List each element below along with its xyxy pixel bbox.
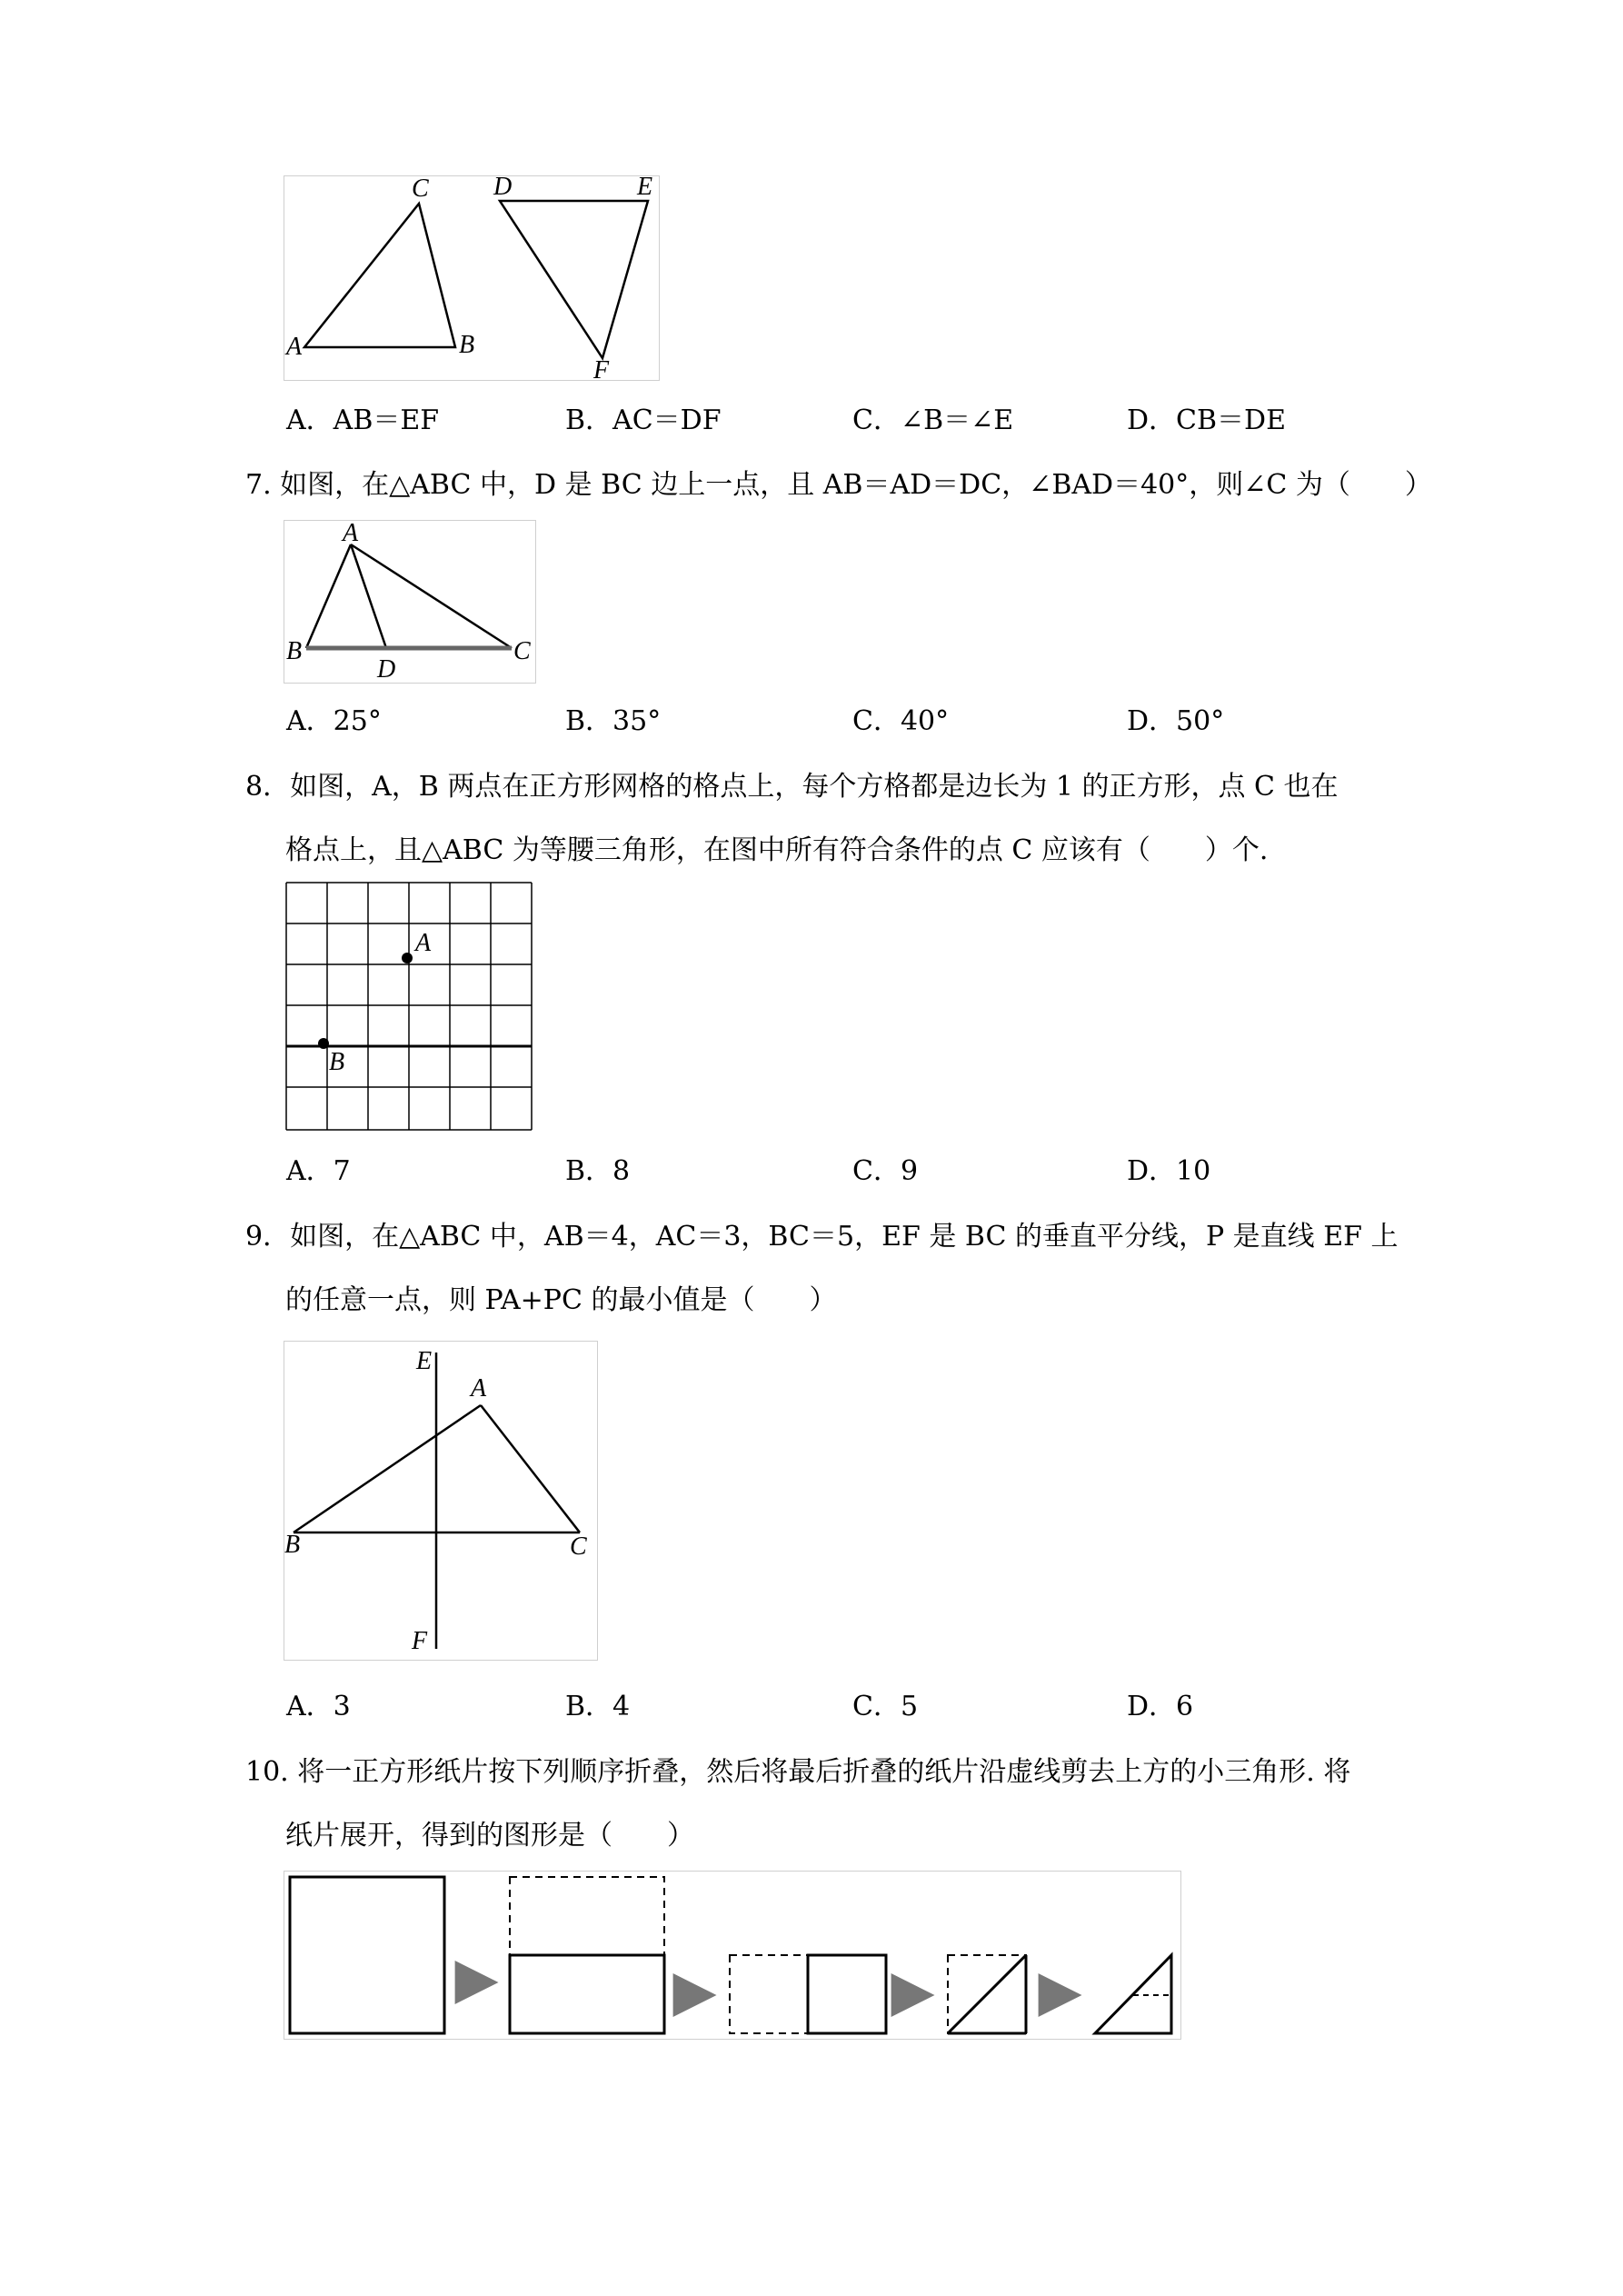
q8-option-c: C．9 — [852, 1155, 919, 1187]
q6-label-b: B — [459, 331, 475, 359]
q8-option-b: B．8 — [565, 1155, 631, 1187]
q10-folding-figure — [284, 1871, 1181, 2040]
q10-stem-line2: 纸片展开，得到的图形是（ ） — [285, 1820, 694, 1852]
q7-stem: 7. 如图，在△ABC 中，D 是 BC 边上一点，且 AB＝AD＝DC，∠BAD＝40°，则∠C 为（ ） — [245, 469, 1432, 501]
q9-label-f: F — [412, 1627, 428, 1655]
q7-option-b: B．35° — [565, 705, 662, 737]
q7-label-d: D — [377, 655, 396, 683]
q9-option-c: C．5 — [852, 1691, 919, 1722]
q9-label-c: C — [570, 1532, 587, 1561]
q8-label-b: B — [329, 1048, 345, 1076]
q10-stem-line1: 10. 将一正方形纸片按下列顺序折叠，然后将最后折叠的纸片沿虚线剪去上方的小三角形. 将 — [245, 1756, 1351, 1788]
q6-label-c: C — [412, 176, 429, 203]
q7-option-d: D．50° — [1127, 705, 1225, 737]
q7-label-a: A — [343, 521, 359, 547]
q8-option-d: D．10 — [1127, 1155, 1211, 1187]
q6-label-e: E — [637, 176, 653, 201]
q6-label-d: D — [493, 176, 513, 201]
q7-label-b: B — [286, 637, 303, 665]
q8-stem-line1: 8．如图，A，B 两点在正方形网格的格点上，每个方格都是边长为 1 的正方形，点 C 也在 — [245, 771, 1339, 803]
q7-option-a: A．25° — [286, 705, 382, 737]
q8-stem-line2: 格点上，且△ABC 为等腰三角形，在图中所有符合条件的点 C 应该有（ ）个. — [285, 834, 1269, 866]
q8-label-a: A — [415, 929, 432, 957]
q9-option-a: A．3 — [286, 1691, 351, 1722]
q8-grid-figure — [284, 878, 538, 1134]
q6-option-a: A．AB＝EF — [286, 404, 440, 436]
q7-figure — [284, 520, 536, 684]
q9-label-e: E — [416, 1347, 433, 1375]
q9-option-d: D．6 — [1127, 1691, 1194, 1722]
q9-figure — [284, 1341, 598, 1661]
q9-label-b: B — [284, 1531, 301, 1559]
q9-option-b: B．4 — [565, 1691, 631, 1722]
q6-label-f: F — [593, 356, 610, 380]
q8-point-b — [318, 1038, 329, 1049]
q6-figure — [284, 175, 660, 381]
q8-option-a: A．7 — [286, 1155, 351, 1187]
q9-stem-line1: 9．如图，在△ABC 中，AB＝4，AC＝3，BC＝5，EF 是 BC 的垂直平分线，P 是直线 EF 上 — [245, 1221, 1399, 1253]
q9-stem-line2: 的任意一点，则 PA+PC 的最小值是（ ） — [285, 1284, 837, 1316]
q6-label-a: A — [286, 333, 303, 361]
q6-option-d: D．CB＝DE — [1127, 404, 1287, 436]
q7-label-c: C — [513, 637, 531, 665]
q6-option-b: B．AC＝DF — [565, 404, 722, 436]
q8-point-a — [402, 953, 413, 963]
q9-label-a: A — [471, 1374, 487, 1403]
q7-option-c: C．40° — [852, 705, 950, 737]
q6-option-c: C．∠B＝∠E — [852, 404, 1014, 436]
